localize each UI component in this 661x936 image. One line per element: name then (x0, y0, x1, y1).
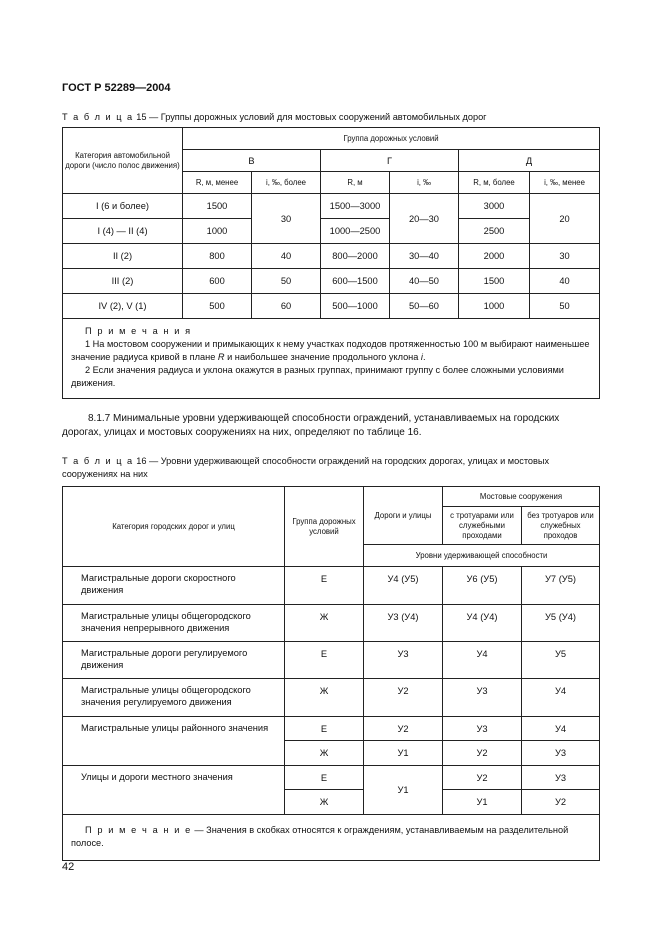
t15-cell: 600 (183, 269, 252, 294)
t15-cell: 50 (252, 269, 321, 294)
table-row (63, 269, 600, 294)
t16-cell: Е (285, 567, 364, 605)
t15-category: III (2) (63, 269, 183, 294)
t15-cell: 1500 (183, 194, 252, 219)
t16-cell: Е (285, 717, 364, 741)
t16-cell: У2 (364, 679, 443, 717)
t15-note-1: 1 На мостовом сооружении и примыкающих к нему участках подходов протяженностью 100 м выбирают наименьшее значение радиуса кривой в плане R и наибольшее значение продольного уклона i. (71, 339, 590, 362)
t16-cell: У1 (443, 790, 522, 815)
t16-cell: Ж (285, 679, 364, 717)
t16-bridges-header: Мостовые сооружения (443, 487, 600, 507)
t16-category: Улицы и дороги местного значения (63, 766, 285, 815)
table-row (63, 294, 600, 319)
table-row (63, 567, 600, 605)
t15-cell: 2500 (459, 219, 530, 244)
t15-cell: 40 (530, 269, 600, 294)
t15-cell: 1500—3000 (321, 194, 390, 219)
t16-category: Магистральные дороги скоростного движения (63, 567, 285, 605)
t16-cell: У6 (У5) (443, 567, 522, 605)
table-row (63, 244, 600, 269)
t16-cell: Е (285, 642, 364, 679)
t16-cell: У2 (364, 717, 443, 741)
table-16-caption-label: Т а б л и ц а (62, 456, 134, 466)
table-row (63, 219, 600, 244)
t16-cell: У2 (443, 741, 522, 766)
t15-sub-header: R, м, менее (183, 172, 252, 194)
t15-cell-merged: 20 (530, 194, 600, 244)
t15-cell: 800 (183, 244, 252, 269)
t16-category: Магистральные улицы общегородского значения регулируемого движения (63, 679, 285, 717)
t15-cell: 1000 (459, 294, 530, 319)
t16-roads-header: Дороги и улицы (364, 487, 443, 545)
t15-group-v: В (183, 150, 321, 172)
table-15 (62, 127, 600, 399)
t15-cell: 800—2000 (321, 244, 390, 269)
table-row (63, 679, 600, 717)
t16-cell: Ж (285, 741, 364, 766)
t16-cell: У4 (522, 679, 600, 717)
page-number: 42 (62, 861, 75, 873)
t15-cell: 60 (252, 294, 321, 319)
t15-sub-header: i, ‰, менее (530, 172, 600, 194)
t16-cell: У4 (У4) (443, 605, 522, 642)
t16-cell: У2 (443, 766, 522, 790)
t16-cell: У3 (У4) (364, 605, 443, 642)
t15-category: I (4) — II (4) (63, 219, 183, 244)
table-row (63, 766, 600, 790)
t15-cell: 40—50 (390, 269, 459, 294)
table-row (63, 194, 600, 219)
t16-cell: У1 (364, 741, 443, 766)
t15-group-d: Д (459, 150, 600, 172)
t15-note-2: 2 Если значения радиуса и уклона окажутся в разных группах, принимают группу с более сложными условиями движения. (71, 365, 564, 388)
table-row (63, 605, 600, 642)
t15-cell: 1000 (183, 219, 252, 244)
paragraph-8-1-7: 8.1.7 Минимальные уровни удерживающей способности ограждений, устанавливаемых на городских дорогах, улицах и мостовых сооружениях на них, определяют по таблице 16. (62, 413, 560, 438)
table-15-caption-label: Т а б л и ц а (62, 112, 134, 122)
table-16-caption-text: 16 — Уровни удерживающей способности ограждений на городских дорогах, улицах и мостовых сооружениях на них (62, 456, 550, 479)
t16-group-header: Группа дорожных условий (285, 487, 364, 567)
t16-cell: У5 (522, 642, 600, 679)
t16-cell: У3 (522, 741, 600, 766)
t15-notes-title: П р и м е ч а н и я (85, 326, 192, 336)
t15-cell: 30—40 (390, 244, 459, 269)
table-16-caption (62, 455, 600, 481)
t16-note-title: П р и м е ч а н и е (85, 825, 192, 835)
t15-cell: 500—1000 (321, 294, 390, 319)
t16-cell: Ж (285, 605, 364, 642)
t15-sub-header: i, ‰, более (252, 172, 321, 194)
t15-sub-header: i, ‰ (390, 172, 459, 194)
t16-cell-merged: У1 (364, 766, 443, 815)
t16-cell: У3 (443, 679, 522, 717)
t16-without-sidewalks-header: без тротуаров или служебных проходов (522, 507, 600, 545)
t16-cell: У3 (443, 717, 522, 741)
t16-cell: У4 (522, 717, 600, 741)
table-16 (62, 486, 600, 861)
t16-with-sidewalks-header: с тротуарами или служебными проходами (443, 507, 522, 545)
t15-cell: 1500 (459, 269, 530, 294)
t15-cell: 30 (530, 244, 600, 269)
t16-category-header: Категория городских дорог и улиц (63, 487, 285, 567)
document-header: ГОСТ Р 52289—2004 (62, 82, 171, 94)
t16-note (63, 815, 600, 861)
t16-note-text: — Значения в скобках относятся к ограждениям, устанавливаемым на разделительной полосе. (71, 825, 569, 848)
t16-category: Магистральные улицы районного значения (63, 717, 285, 766)
table-15-caption-text: 15 — Группы дорожных условий для мостовых сооружений автомобильных дорог (136, 112, 487, 122)
t15-cell: 1000—2500 (321, 219, 390, 244)
t15-cell: 600—1500 (321, 269, 390, 294)
t15-group-header: Группа дорожных условий (183, 128, 600, 150)
t15-category: II (2) (63, 244, 183, 269)
t15-category: IV (2), V (1) (63, 294, 183, 319)
t15-cell: 50 (530, 294, 600, 319)
t15-cell: 500 (183, 294, 252, 319)
t15-cell-merged: 30 (252, 194, 321, 244)
t16-cell: У4 (У5) (364, 567, 443, 605)
t15-sub-header: R, м, более (459, 172, 530, 194)
t15-cell: 3000 (459, 194, 530, 219)
table-15-caption (62, 111, 602, 124)
t16-category: Магистральные дороги регулируемого движения (63, 642, 285, 679)
t16-cell: Ж (285, 790, 364, 815)
t16-cell: У3 (364, 642, 443, 679)
t15-cell: 2000 (459, 244, 530, 269)
t16-category: Магистральные улицы общегородского значения непрерывного движения (63, 605, 285, 642)
t15-group-g: Г (321, 150, 459, 172)
t15-cell: 40 (252, 244, 321, 269)
t16-cell: У4 (443, 642, 522, 679)
t16-cell: У2 (522, 790, 600, 815)
t16-cell: У7 (У5) (522, 567, 600, 605)
t15-cell: 50—60 (390, 294, 459, 319)
t16-cell: У5 (У4) (522, 605, 600, 642)
t16-levels-header: Уровни удерживающей способности (364, 545, 600, 567)
t15-cell-merged: 20—30 (390, 194, 459, 244)
t15-notes (63, 319, 600, 399)
table-row (63, 717, 600, 741)
t15-category: I (6 и более) (63, 194, 183, 219)
t16-cell: У3 (522, 766, 600, 790)
t16-cell: Е (285, 766, 364, 790)
t15-sub-header: R, м (321, 172, 390, 194)
table-row (63, 642, 600, 679)
t15-category-header: Категория автомобильной дороги (число полос движения) (63, 128, 183, 194)
